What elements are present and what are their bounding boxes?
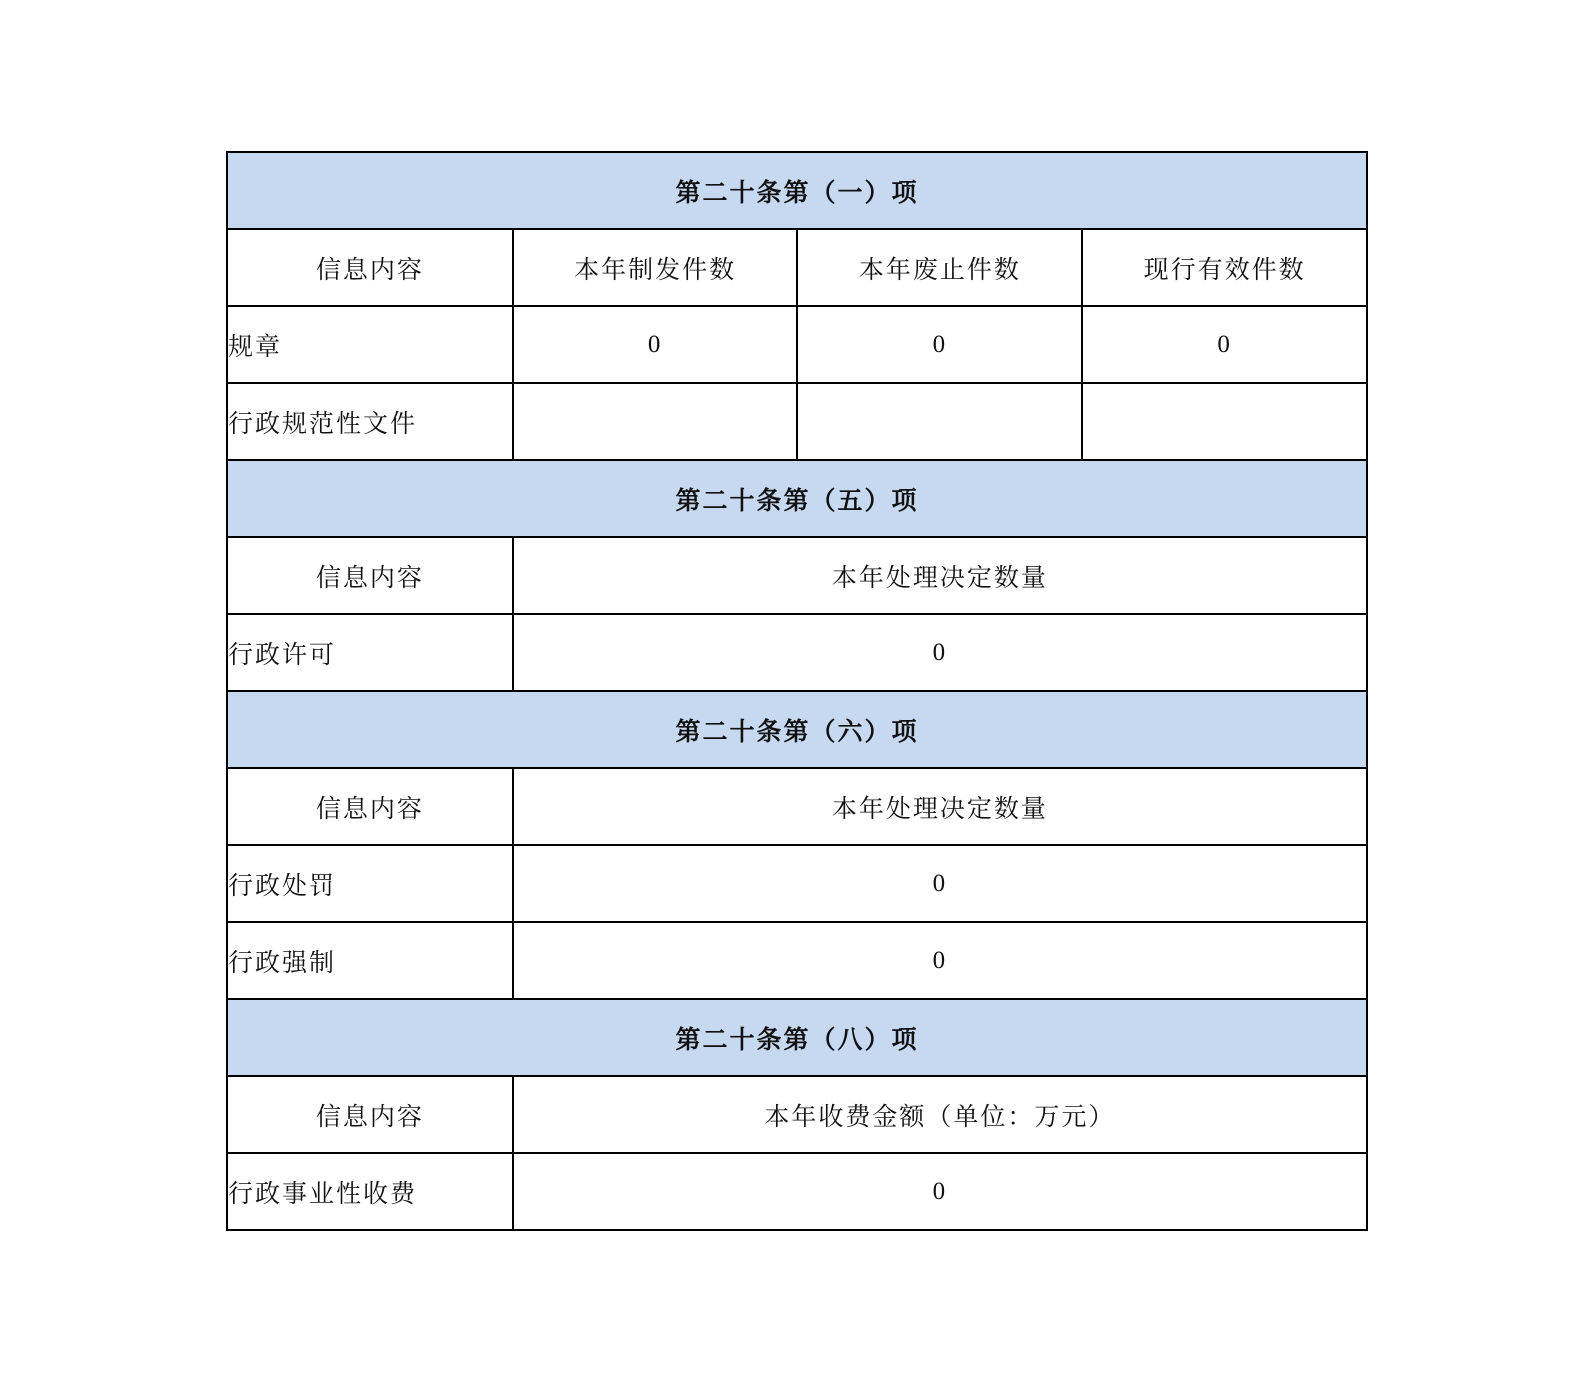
table-row [227, 306, 1367, 383]
section-title: 第二十条第（一）项 [227, 152, 1367, 229]
column-header: 信息内容 [227, 229, 513, 306]
section-title-row [227, 460, 1367, 537]
cell-value [1082, 383, 1367, 460]
section-title-row [227, 999, 1367, 1076]
column-header: 本年收费金额（单位：万元） [513, 1076, 1367, 1153]
column-header: 信息内容 [227, 1076, 513, 1153]
column-header: 本年废止件数 [797, 229, 1082, 306]
row-label: 行政许可 [227, 614, 513, 691]
table-row [227, 922, 1367, 999]
cell-value: 0 [1082, 306, 1367, 383]
column-header: 现行有效件数 [1082, 229, 1367, 306]
cell-value [513, 383, 798, 460]
table-row [227, 383, 1367, 460]
row-label: 规章 [227, 306, 513, 383]
column-header: 信息内容 [227, 537, 513, 614]
table-header-row [227, 768, 1367, 845]
section-title-row [227, 152, 1367, 229]
table-row [227, 614, 1367, 691]
column-header: 本年制发件数 [513, 229, 798, 306]
table-row [227, 1153, 1367, 1230]
column-header: 本年处理决定数量 [513, 537, 1367, 614]
cell-value: 0 [513, 306, 798, 383]
cell-value: 0 [513, 922, 1367, 999]
column-header: 本年处理决定数量 [513, 768, 1367, 845]
table-header-row [227, 1076, 1367, 1153]
table-header-row [227, 229, 1367, 306]
cell-value: 0 [797, 306, 1082, 383]
disclosure-table [226, 151, 1368, 1231]
cell-value [797, 383, 1082, 460]
section-title: 第二十条第（五）项 [227, 460, 1367, 537]
cell-value: 0 [513, 614, 1367, 691]
row-label: 行政强制 [227, 922, 513, 999]
cell-value: 0 [513, 1153, 1367, 1230]
table-row [227, 845, 1367, 922]
cell-value: 0 [513, 845, 1367, 922]
row-label: 行政规范性文件 [227, 383, 513, 460]
column-header: 信息内容 [227, 768, 513, 845]
section-title-row [227, 691, 1367, 768]
section-title: 第二十条第（六）项 [227, 691, 1367, 768]
row-label: 行政处罚 [227, 845, 513, 922]
table-header-row [227, 537, 1367, 614]
section-title: 第二十条第（八）项 [227, 999, 1367, 1076]
row-label: 行政事业性收费 [227, 1153, 513, 1230]
